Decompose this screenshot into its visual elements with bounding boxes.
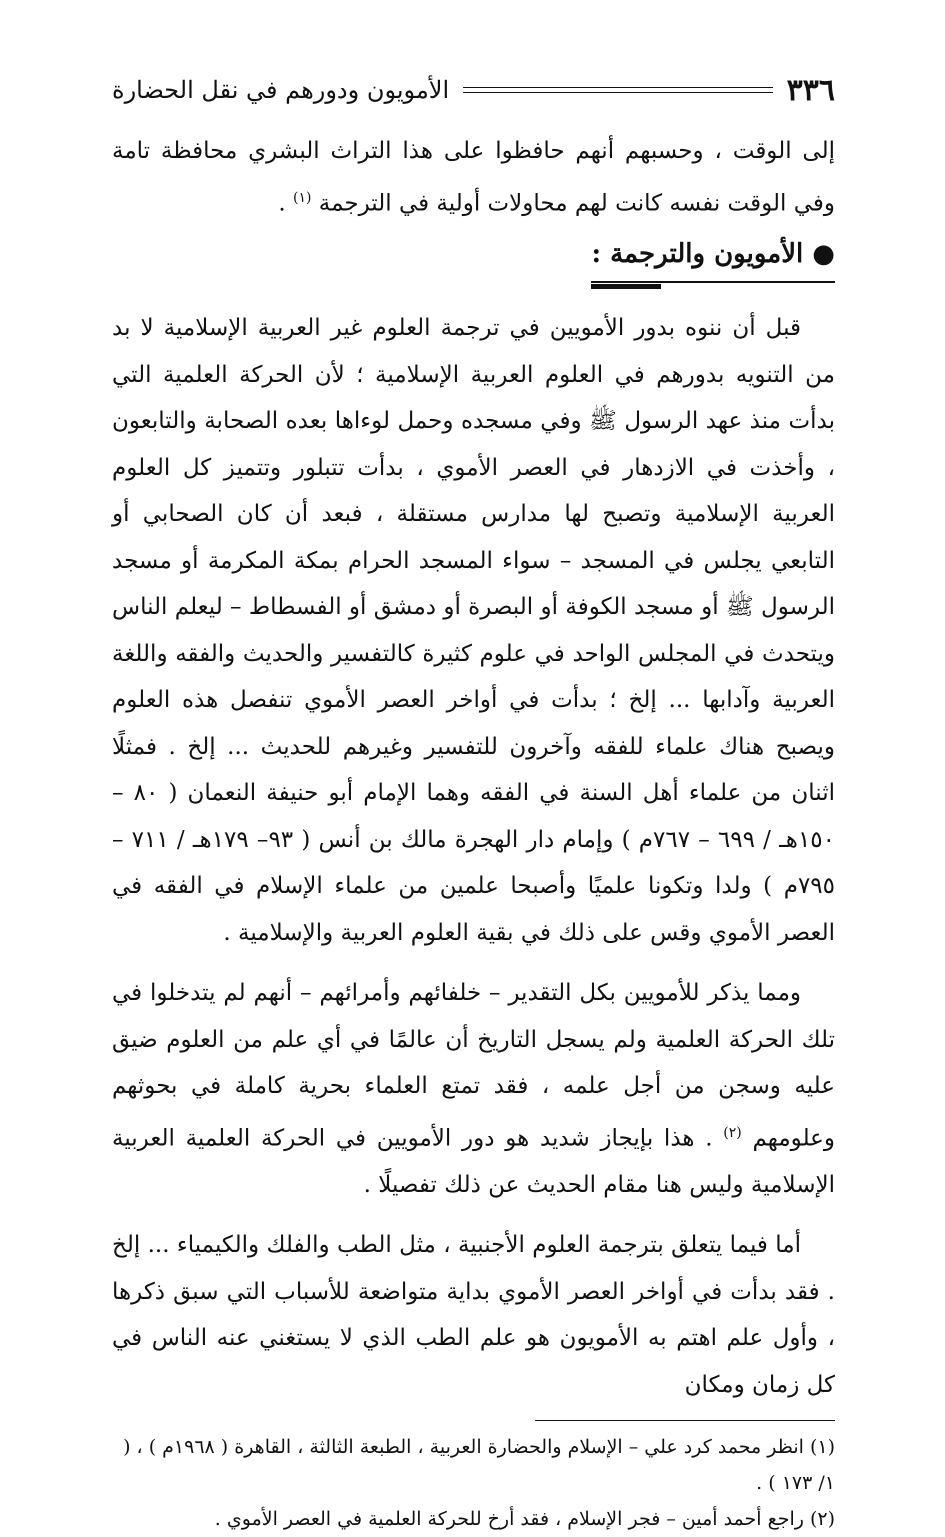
running-title: الأمويون ودورهم في نقل الحضارة	[112, 76, 450, 104]
paragraph-1: قبل أن ننوه بدور الأمويين في ترجمة العلوم غير العربية الإسلامية لا بد من التنويه بدورهم في العلوم العربية الإسلامية ؛ لأن الحركة العلمية التي بدأت منذ عهد الرسول ﷺ وفي مسجده وحمل لوءاها بعده الصحابة والتابعون ، وأخذت في الازدهار في العصر الأموي ، بدأت تتبلور وتتميز كل العلوم العربية الإسلامية وتصبح لها مدارس مستقلة ، فبعد أن كان الصحابي أو التابعي يجلس في المسجد – سواء المسجد الحرام بمكة المكرمة أو مسجد الرسول ﷺ أو مسجد الكوفة أو البصرة أو دمشق أو الفسطاط – ليعلم الناس ويتحدث في المجلس الواحد في علوم كثيرة كالتفسير والحديث والفقه واللغة العربية وآدابها ... إلخ ؛ بدأت في أواخر العصر الأموي تنفصل هذه العلوم ويصبح هناك علماء للفقه وآخرون للتفسير وغيرهم للحديث ... إلخ . فمثلًا اثنان من علماء أهل السنة في الفقه وهما الإمام أبو حنيفة النعمان ( ٨٠ – ١٥٠هـ / ٦٩٩ – ٧٦٧م ) وإمام دار الهجرة مالك بن أنس ( ٩٣– ١٧٩هـ / ٧١١ – ٧٩٥م ) ولدا وتكونا علميًا وأصبحا علمين من علماء الإسلام في الفقه في العصر الأموي وقس على ذلك في بقية العلوم العربية والإسلامية .	[112, 315, 836, 946]
intro-paragraph	[112, 128, 835, 227]
section-heading-wrap	[112, 231, 835, 284]
paragraph-2	[112, 970, 835, 1208]
footnote-separator	[535, 1420, 835, 1421]
paragraph-2-text: ومما يذكر للأمويين بكل التقدير – خلفائهم وأمرائهم – أنهم لم يتدخلوا في تلك الحركة العلمية ولم يسجل التاريخ أن عالمًا في أي علم من العلوم ضيق عليه وسجن من أجل علمه ، فقد تمتع العلماء بحرية كاملة في بحوثهم وعلومهم	[112, 980, 836, 1152]
footnote-1: (١) انظر محمد كرد علي – الإسلام والحضارة العربية ، الطبعة الثالثة ، القاهرة ( ١٩٦٨م ) ، ( ١/ ١٧٣ ) .	[123, 1436, 835, 1495]
section-heading-text: الأمويون والترجمة :	[591, 238, 804, 269]
footnote-2: (٢) راجع أحمد أمين – فجر الإسلام ، فقد أرخ للحركة العلمية في العصر الأموي .	[214, 1508, 835, 1531]
main-text	[112, 128, 835, 1408]
section-heading	[591, 231, 835, 284]
page-header	[112, 68, 835, 112]
paragraph-3: أما فيما يتعلق بترجمة العلوم الأجنبية ، مثل الطب والفلك والكيمياء ... إلخ . فقد بدأت في أواخر العصر الأموي بداية متواضعة للأسباب التي سبق ذكرها ، وأول علم اهتم به الأمويون هو علم الطب الذي لا يستغني عنه الناس في كل زمان ومكان	[112, 1232, 835, 1398]
bullet-icon: ●	[803, 238, 835, 269]
paragraph-2-end: . هذا بإيجاز شديد هو دور الأمويين في الحركة العلمية العربية الإسلامية وليس هنا مقام الحديث عن ذلك تفصيلًا .	[112, 1125, 835, 1198]
footnote-ref-2: (٢)	[723, 1124, 742, 1141]
page-number: ٣٣٦	[786, 72, 835, 108]
footnote-ref-1: (١)	[292, 189, 312, 206]
footnotes	[112, 1420, 835, 1537]
intro-text: إلى الوقت ، وحسبهم أنهم حافظوا على هذا التراث البشري محافظة تامة وفي الوقت نفسه كانت لهم محاولات أولية في الترجمة	[112, 138, 835, 217]
header-double-rule	[463, 87, 773, 93]
intro-end: .	[278, 190, 293, 217]
